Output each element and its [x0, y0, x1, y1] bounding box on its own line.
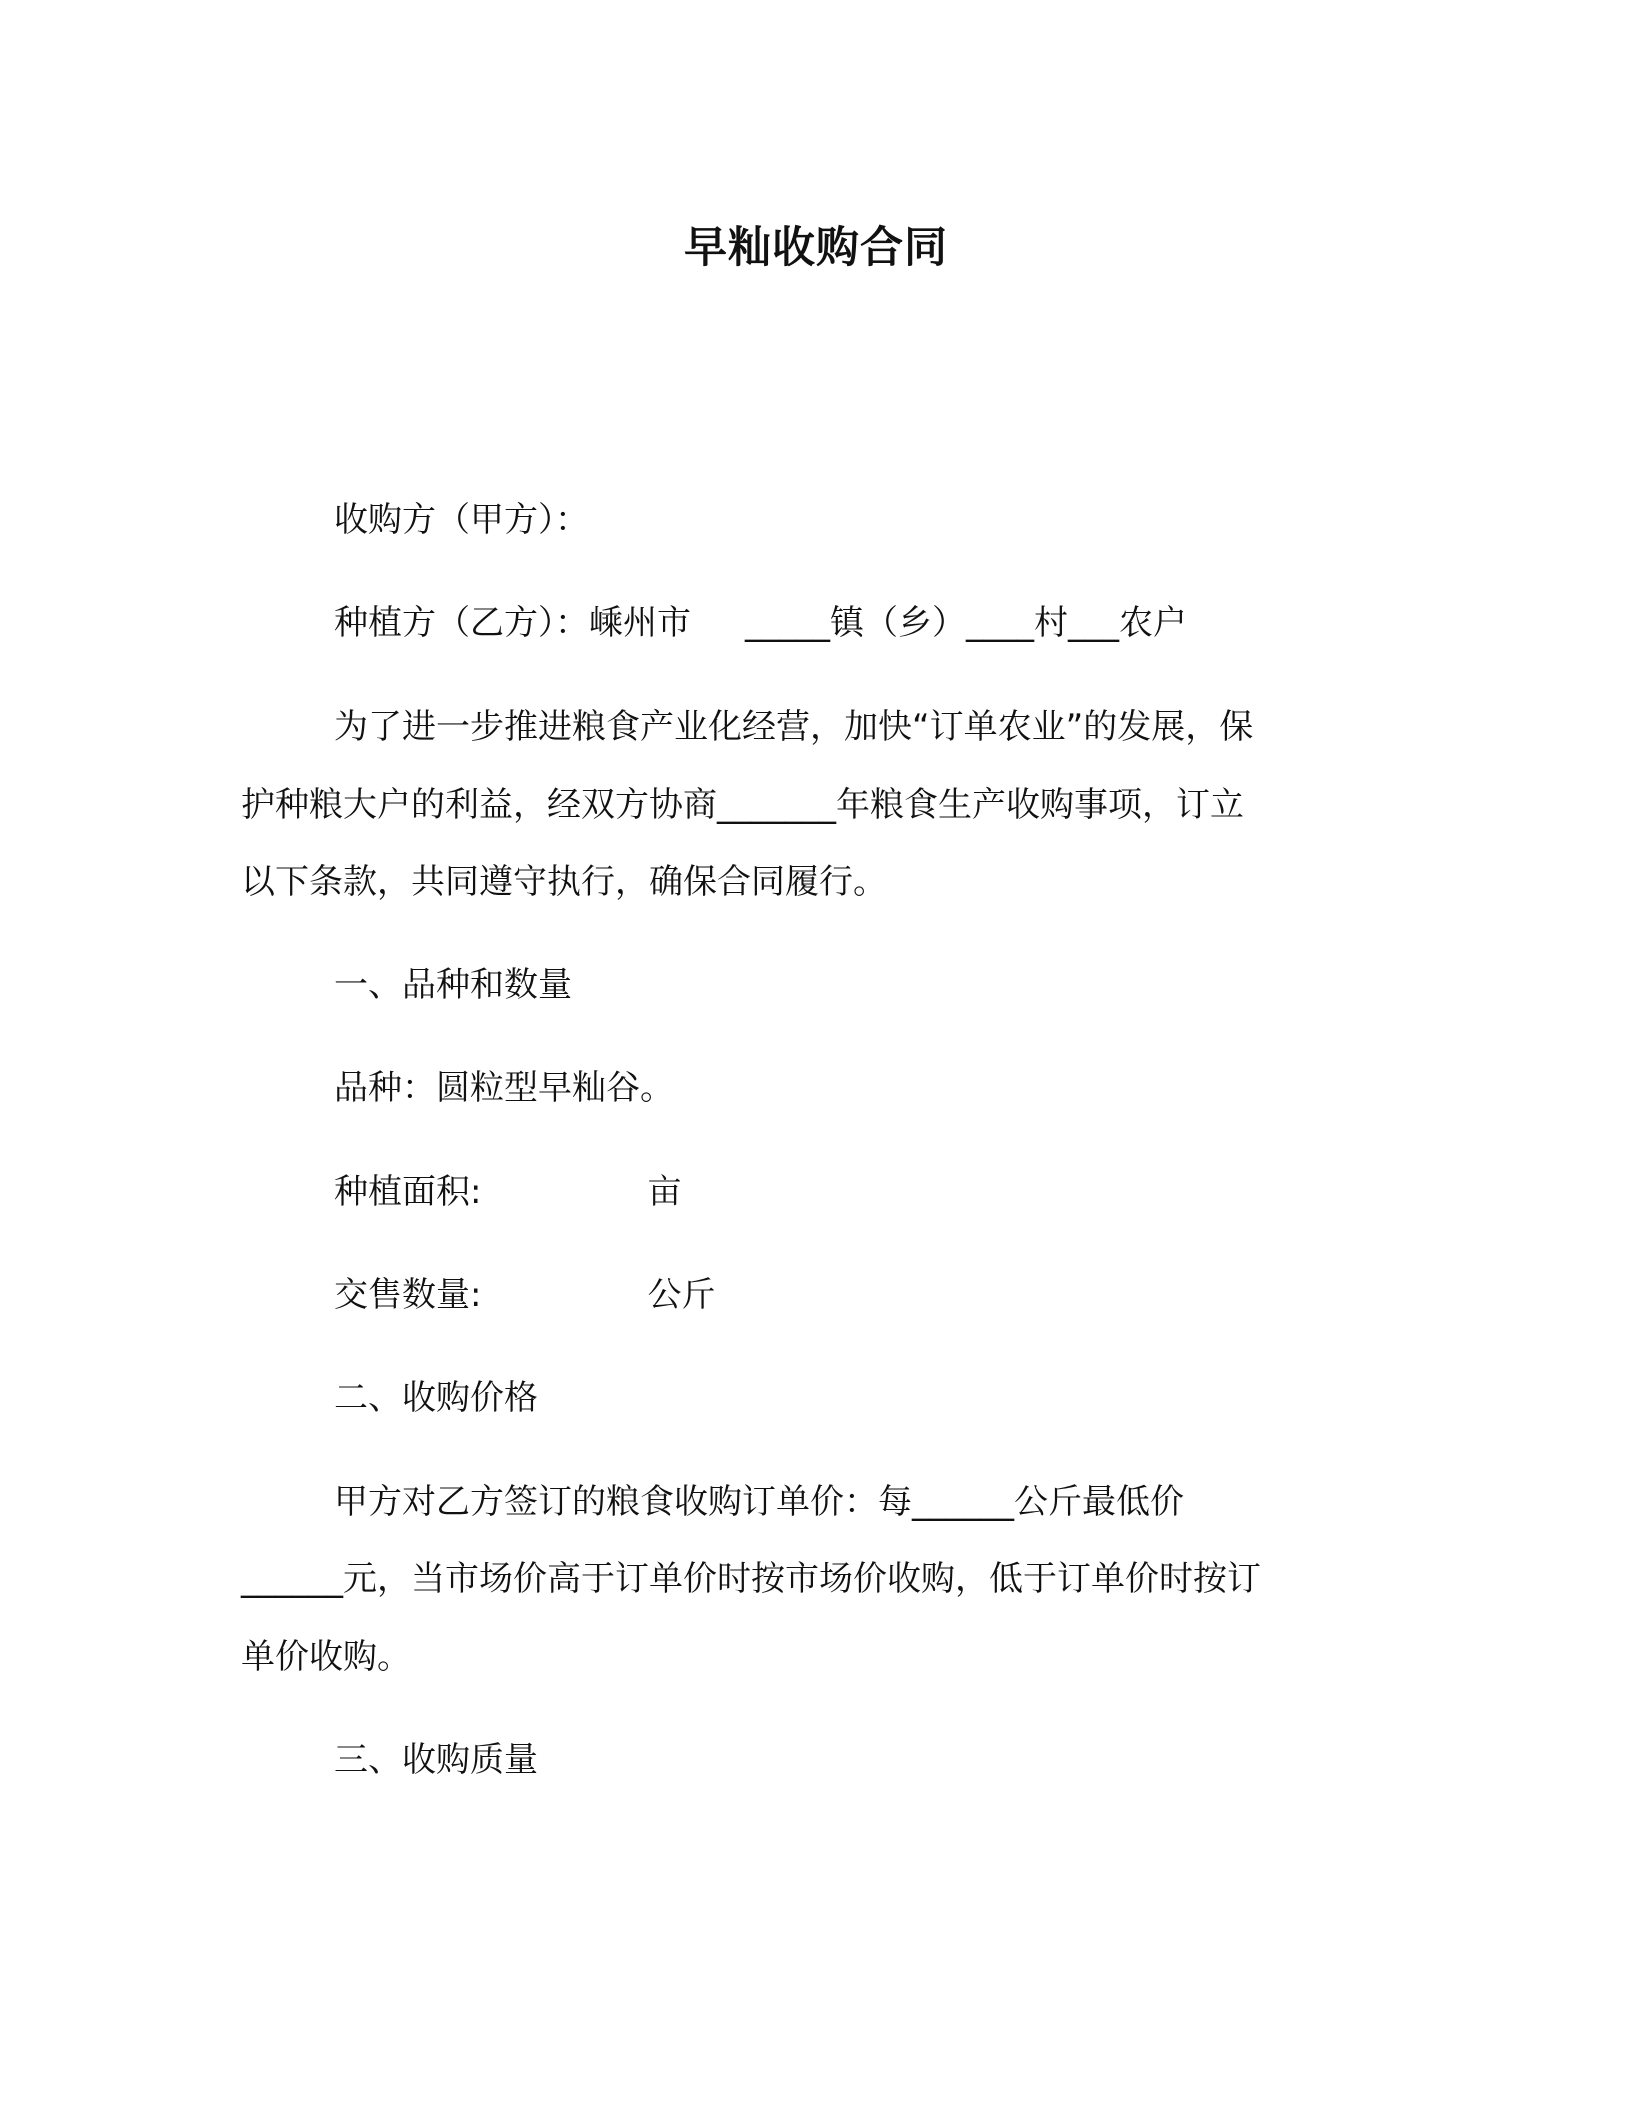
section1-heading: 一、品种和数量 [334, 965, 572, 1005]
grower-prefix: 种植方（乙方）：嵊州市 [334, 603, 691, 643]
qty-unit: 公斤 [647, 1275, 716, 1315]
buyer-line: 收购方（甲方）： [334, 500, 589, 540]
price-line-1: 甲方对乙方签订的粮食收购订单价：每______公斤最低价 [334, 1482, 1184, 1522]
document-title: 早籼收购合同 [684, 223, 948, 273]
area-unit: 亩 [647, 1172, 682, 1212]
intro-line-3: 以下条款，共同遵守执行，确保合同履行。 [241, 862, 887, 902]
variety-line: 品种：圆粒型早籼谷。 [334, 1068, 674, 1108]
qty-line [334, 1271, 715, 1319]
price-line-2: ______元，当市场价高于订单价时按市场价收购，低于订单价时按订 [241, 1559, 1261, 1599]
intro-line-1: 为了进一步推进粮食产业化经营，加快“订单农业”的发展，保 [334, 707, 1254, 747]
grower-suffix: _____镇（乡）____村___农户 [745, 603, 1187, 643]
area-line [334, 1168, 681, 1216]
area-label: 种植面积: [334, 1172, 482, 1212]
price-line-3: 单价收购。 [241, 1637, 411, 1677]
section2-heading: 二、收购价格 [334, 1378, 538, 1418]
qty-label: 交售数量: [334, 1275, 482, 1315]
section3-heading: 三、收购质量 [334, 1740, 538, 1780]
intro-line-2: 护种粮大户的利益，经双方协商_______年粮食生产收购事项，订立 [241, 785, 1244, 825]
grower-line [334, 599, 1187, 647]
